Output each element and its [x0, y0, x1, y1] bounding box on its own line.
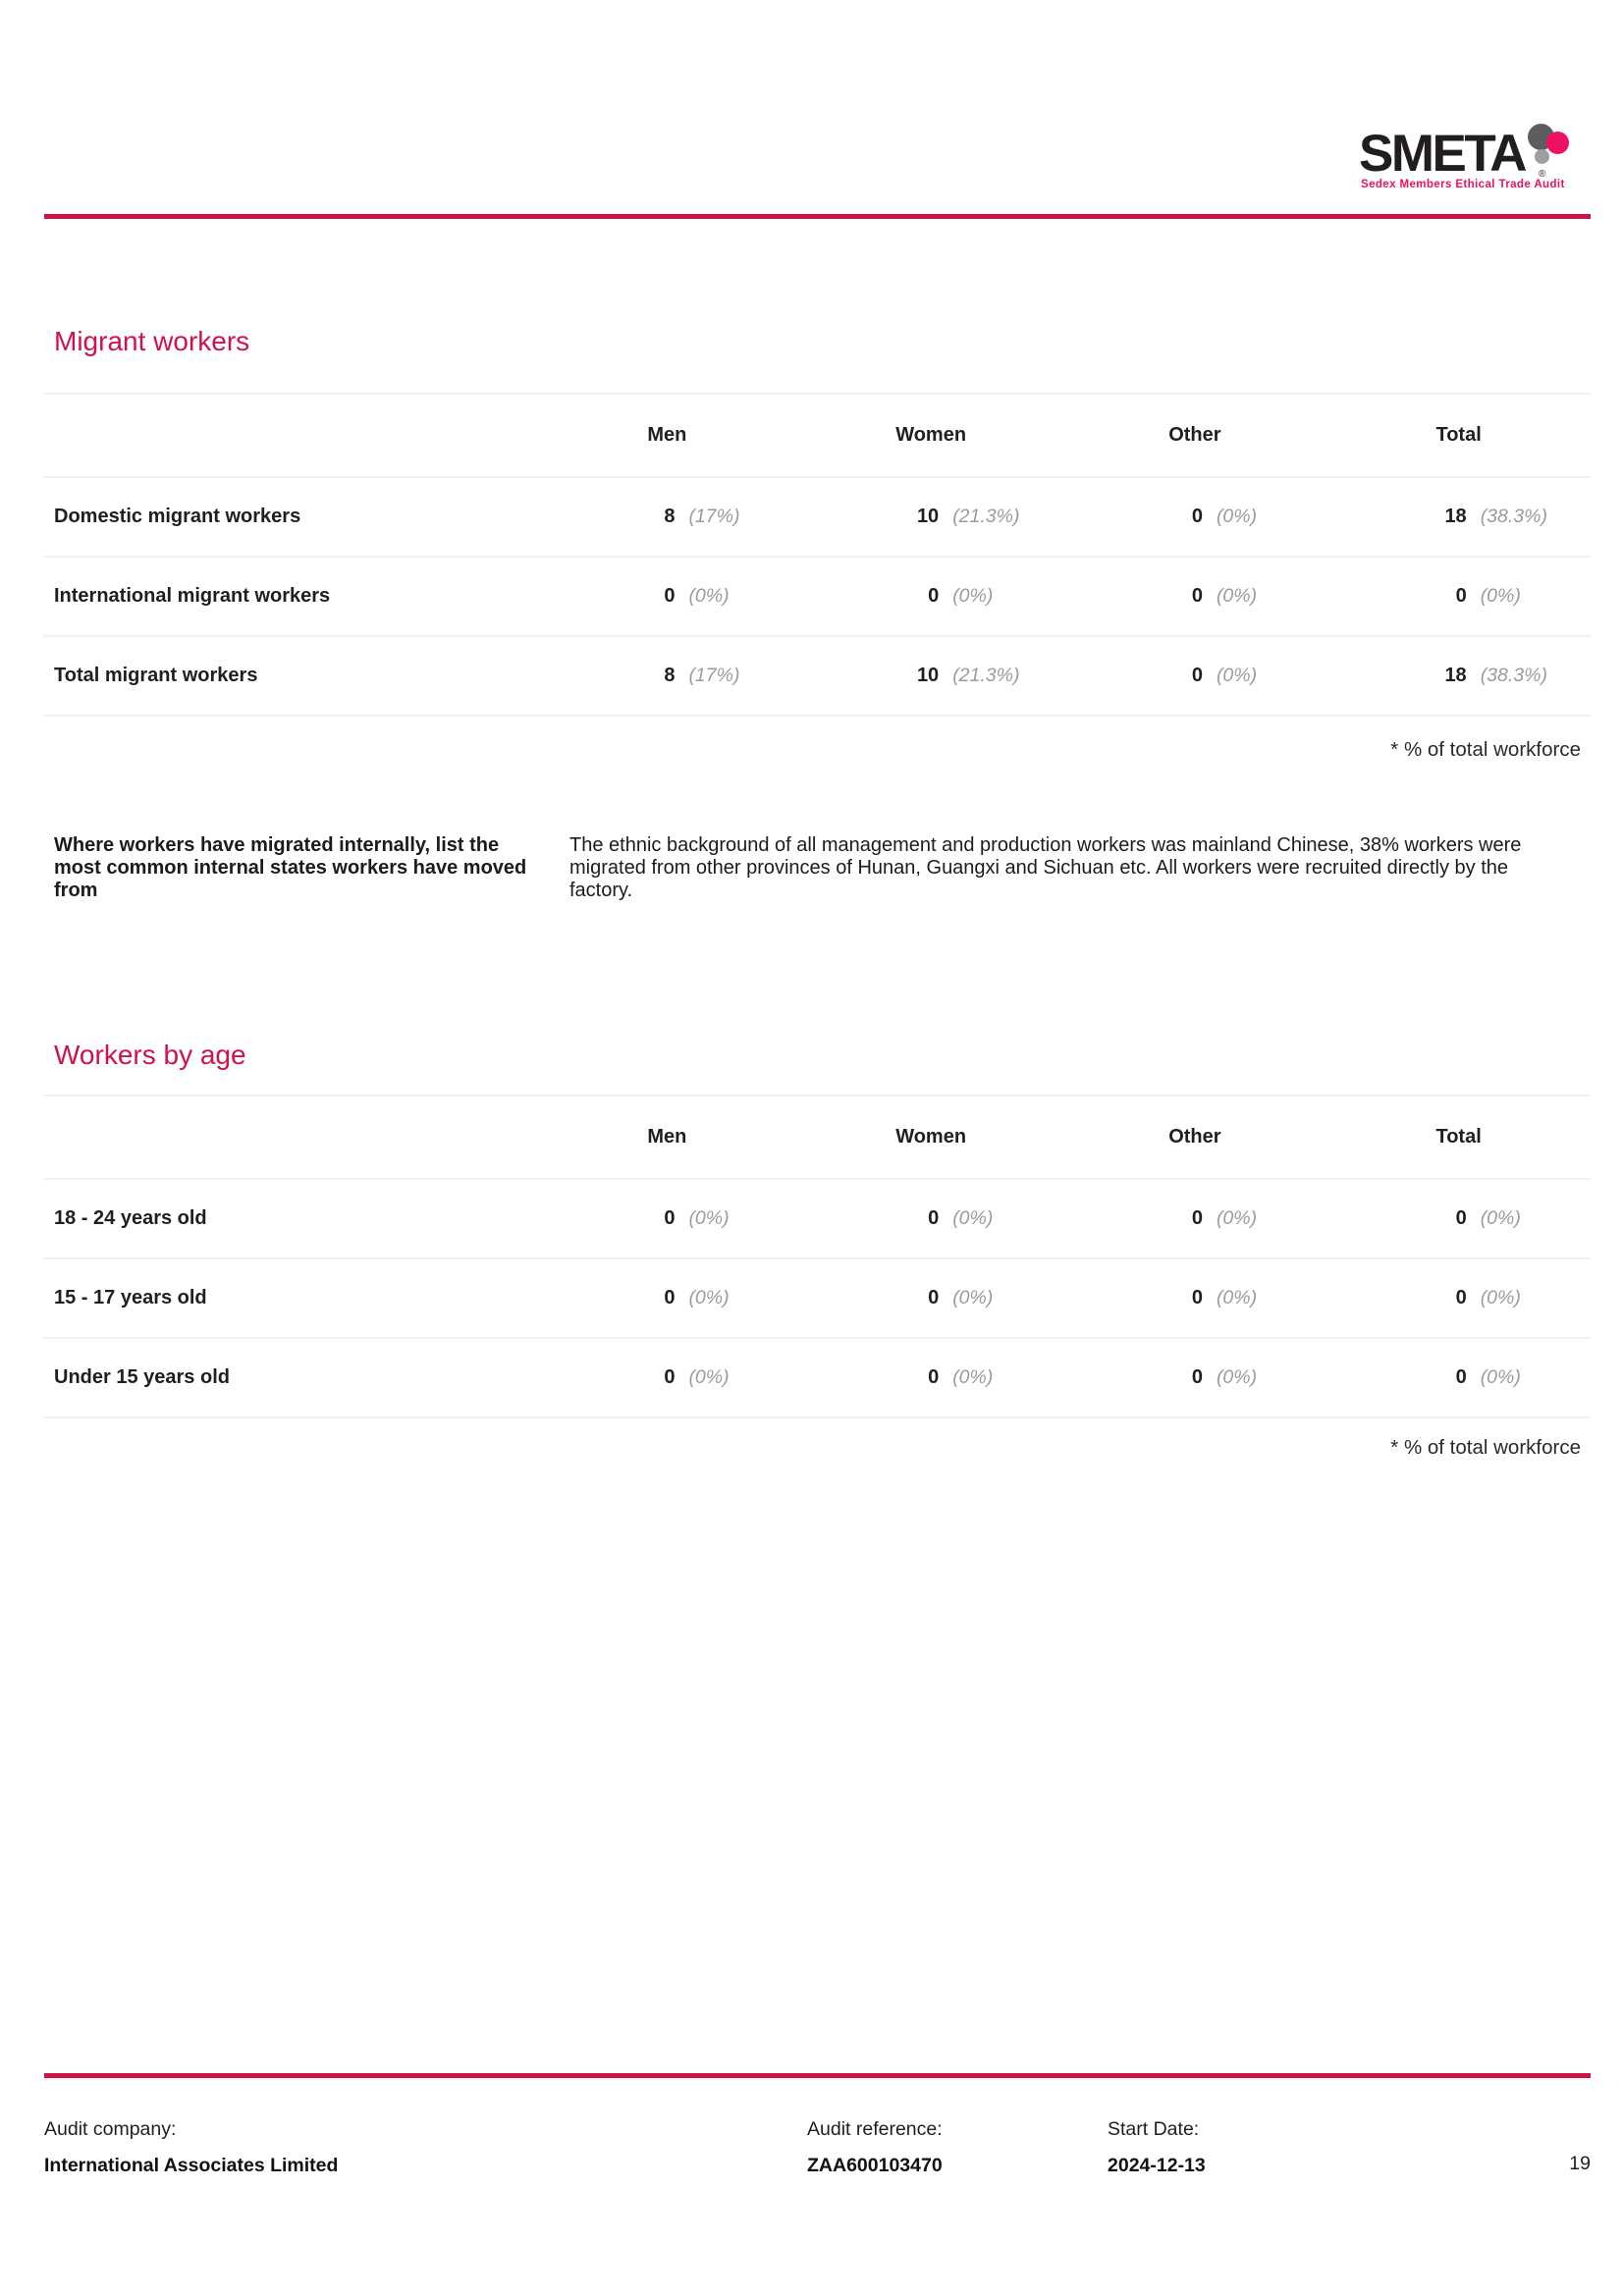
table-cell [535, 1207, 799, 1230]
smeta-logo-wordmark: SMETA [1359, 125, 1526, 183]
start-date-value: 2024-12-13 [1108, 2155, 1206, 2176]
row-label: International migrant workers [54, 585, 331, 607]
cell-value: 0 [1455, 1207, 1467, 1229]
workforce-footnote: * % of total workforce [1390, 738, 1581, 761]
row-label: 15 - 17 years old [54, 1287, 207, 1308]
cell-value: 0 [664, 1287, 676, 1308]
cell-value: 8 [664, 665, 676, 686]
migration-question: Where workers have migrated internally, list the most common internal states workers have moved from [54, 834, 527, 902]
table-row [44, 478, 1591, 558]
header-divider [44, 214, 1591, 219]
cell-value: 0 [664, 1207, 676, 1229]
cell-percent: (0%) [688, 585, 730, 607]
cell-percent: (0%) [952, 1207, 994, 1229]
cell-value: 8 [664, 506, 676, 527]
table-row [44, 637, 1591, 717]
workers-by-age-table [44, 1095, 1591, 1418]
footer-audit-reference [807, 2118, 1108, 2177]
migrant-workers-table [44, 393, 1591, 717]
logo-dot-small-gray-icon [1535, 149, 1549, 164]
cell-percent: (17%) [688, 665, 740, 686]
footer-divider [44, 2073, 1591, 2078]
table-cell [1063, 506, 1327, 528]
column-header-other: Other [1168, 424, 1221, 446]
cell-value: 0 [664, 585, 676, 607]
migration-answer: The ethnic background of all management and production workers was mainland Chinese, 38% workers were migrated from other provinces of Hunan, Guangxi and Sichuan etc. All workers were recruited directly by the factory. [569, 834, 1522, 902]
table-cell [799, 1287, 1063, 1309]
start-date-label: Start Date: [1108, 2118, 1200, 2140]
column-header-men: Men [647, 1126, 687, 1148]
table-cell [1326, 1207, 1591, 1230]
cell-percent: (0%) [1216, 665, 1258, 686]
table-row [44, 558, 1591, 637]
cell-percent: (21.3%) [952, 665, 1020, 686]
table-cell [1063, 1366, 1327, 1389]
table-cell [1063, 1287, 1327, 1309]
cell-value: 0 [928, 1366, 940, 1388]
table-cell [1326, 585, 1591, 608]
cell-percent: (0%) [1216, 585, 1258, 607]
workforce-footnote: * % of total workforce [1390, 1436, 1581, 1459]
table-cell [799, 585, 1063, 608]
page-number: 19 [1569, 2153, 1591, 2174]
age-table-header-row [44, 1096, 1591, 1180]
cell-percent: (0%) [1480, 1207, 1521, 1229]
cell-value: 18 [1444, 665, 1467, 686]
table-cell [1326, 1366, 1591, 1389]
cell-percent: (0%) [1216, 1287, 1258, 1308]
cell-value: 0 [1455, 585, 1467, 607]
cell-percent: (0%) [952, 1287, 994, 1308]
table-cell [535, 1287, 799, 1309]
table-cell [799, 506, 1063, 528]
cell-value: 10 [916, 665, 940, 686]
column-header-men: Men [647, 424, 687, 446]
column-header-other: Other [1168, 1126, 1221, 1148]
row-label: Total migrant workers [54, 665, 258, 686]
cell-percent: (0%) [952, 585, 994, 607]
page-footer [44, 2118, 1591, 2177]
cell-value: 0 [928, 1287, 940, 1308]
column-header-total: Total [1435, 424, 1482, 446]
table-cell [1063, 1207, 1327, 1230]
workers-by-age-section-title: Workers by age [54, 1040, 246, 1070]
cell-value: 0 [1191, 1366, 1203, 1388]
cell-percent: (0%) [1216, 1207, 1258, 1229]
table-cell [1326, 506, 1591, 528]
migration-note [54, 834, 1542, 903]
table-cell [1326, 665, 1591, 687]
table-row [44, 1180, 1591, 1259]
table-cell [535, 585, 799, 608]
table-cell [535, 506, 799, 528]
cell-value: 0 [664, 1366, 676, 1388]
cell-value: 10 [916, 506, 940, 527]
cell-value: 0 [1191, 1287, 1203, 1308]
cell-value: 18 [1444, 506, 1467, 527]
row-label: Domestic migrant workers [54, 506, 301, 527]
cell-percent: (38.3%) [1480, 665, 1547, 686]
column-header-women: Women [895, 424, 967, 446]
registered-trademark-icon: ® [1539, 169, 1546, 180]
cell-percent: (21.3%) [952, 506, 1020, 527]
cell-value: 0 [1455, 1287, 1467, 1308]
footer-start-date [1108, 2118, 1569, 2177]
audit-reference-value: ZAA600103470 [807, 2155, 943, 2176]
cell-percent: (17%) [688, 506, 740, 527]
table-cell [799, 665, 1063, 687]
migrant-table-header-row [44, 395, 1591, 478]
cell-value: 0 [1191, 665, 1203, 686]
cell-percent: (0%) [1216, 1366, 1258, 1388]
cell-percent: (0%) [1480, 585, 1521, 607]
cell-value: 0 [1455, 1366, 1467, 1388]
table-cell [1063, 665, 1327, 687]
cell-percent: (38.3%) [1480, 506, 1547, 527]
cell-value: 0 [928, 1207, 940, 1229]
table-cell [1326, 1287, 1591, 1309]
cell-percent: (0%) [688, 1366, 730, 1388]
cell-value: 0 [1191, 585, 1203, 607]
row-label: Under 15 years old [54, 1366, 230, 1388]
table-cell [535, 1366, 799, 1389]
table-cell [535, 665, 799, 687]
table-row [44, 1339, 1591, 1418]
table-row [44, 1259, 1591, 1339]
cell-value: 0 [1191, 506, 1203, 527]
table-cell [1063, 585, 1327, 608]
cell-percent: (0%) [1216, 506, 1258, 527]
migrant-workers-section-title: Migrant workers [54, 326, 250, 356]
audit-company-value: International Associates Limited [44, 2155, 339, 2176]
cell-percent: (0%) [688, 1207, 730, 1229]
smeta-logo-subtitle: Sedex Members Ethical Trade Audit [1361, 179, 1565, 190]
cell-value: 0 [928, 585, 940, 607]
audit-reference-label: Audit reference: [807, 2118, 943, 2140]
footer-audit-company [44, 2118, 807, 2177]
table-cell [799, 1207, 1063, 1230]
column-header-women: Women [895, 1126, 967, 1148]
cell-percent: (0%) [952, 1366, 994, 1388]
audit-company-label: Audit company: [44, 2118, 177, 2140]
cell-percent: (0%) [688, 1287, 730, 1308]
row-label: 18 - 24 years old [54, 1207, 207, 1229]
table-cell [799, 1366, 1063, 1389]
smeta-logo [1359, 114, 1595, 212]
cell-value: 0 [1191, 1207, 1203, 1229]
cell-percent: (0%) [1480, 1366, 1521, 1388]
column-header-total: Total [1435, 1126, 1482, 1148]
cell-percent: (0%) [1480, 1287, 1521, 1308]
logo-dot-pink-icon [1546, 132, 1569, 154]
